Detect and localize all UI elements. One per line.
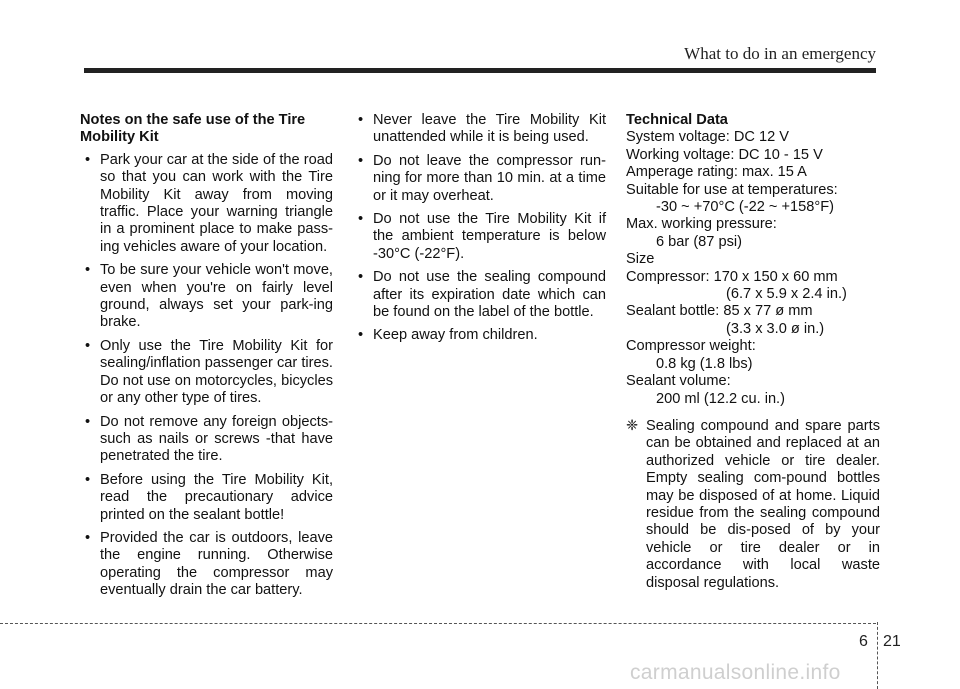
note-text: Sealing compound and spare parts can be obtained and replaced at an authorized vehicle or tire dealer. Empty sealing com-pound bottles may be disposed of at home. Liquid residue from the sealing compound should be dis-posed of by your vehicle or tire dealer or in accordance with local waste disposal regulations. [646, 417, 880, 591]
safety-notes-list [80, 152, 333, 600]
page-header-title: What to do in an emergency [684, 44, 876, 63]
list-item: • Park your car at the side of the road so that you can work with the Tire Mobility Kit away from moving traffic. Place your warning triangle in a prominent place to make pass-ing vehicles aware of your location. [80, 152, 333, 256]
safety-notes-list-continued [353, 112, 606, 345]
list-item: • Provided the car is outdoors, leave the engine running. Otherwise operating the compressor may eventually drain the car battery. [80, 530, 333, 600]
working-voltage: Working voltage: DC 10 - 15 V [626, 146, 823, 163]
sealant-volume-value: 200 ml (12.2 cu. in.) [656, 390, 785, 407]
column-safe-use-notes-continued [353, 112, 606, 351]
list-item: • Before using the Tire Mobility Kit, read the precautionary advice printed on the sealant bottle! [80, 472, 333, 524]
list-item: • Do not use the Tire Mobility Kit if the ambient temperature is below -30°C (-22°F). [353, 211, 606, 263]
compressor-weight-label: Compressor weight: [626, 338, 756, 355]
amperage-rating: Amperage rating: max. 15 A [626, 164, 807, 181]
list-item: • Only use the Tire Mobility Kit for sealing/inflation passenger car tires. Do not use on motorcycles, bicycles or any other type of tires. [80, 338, 333, 408]
page-number: 21 [883, 633, 901, 650]
list-item: • To be sure your vehicle won't move, even when you're on fairly level ground, always set your park-ing brake. [80, 262, 333, 332]
size-label: Size [626, 251, 655, 268]
list-item: • Do not remove any foreign objects- such as nails or screws -that have penetrated the tire. [80, 414, 333, 466]
column-technical-data [626, 112, 880, 592]
sealant-bottle-size-inches: (3.3 x 3.0 ø in.) [726, 320, 825, 337]
compressor-weight-value: 0.8 kg (1.8 lbs) [656, 355, 753, 372]
pressure-value: 6 bar (87 psi) [656, 233, 742, 250]
disposal-note [626, 418, 880, 592]
note-asterisk-icon: ❈ [626, 417, 639, 434]
footer-rule [0, 623, 876, 624]
pressure-label: Max. working pressure: [626, 216, 777, 233]
temperature-label: Suitable for use at temperatures: [626, 181, 838, 198]
list-item: • Keep away from children. [353, 327, 606, 344]
list-item: • Do not leave the compressor run-ning for more than 10 min. at a time or it may overheat. [353, 153, 606, 205]
chapter-number: 6 [859, 633, 868, 650]
sealant-bottle-size: Sealant bottle: 85 x 77 ø mm [626, 303, 813, 320]
watermark: carmanualsonline.info [630, 661, 841, 684]
footer-divider [877, 622, 878, 689]
temperature-value: -30 ~ +70°C (-22 ~ +158°F) [656, 199, 834, 216]
sealant-volume-label: Sealant volume: [626, 373, 731, 390]
system-voltage: System voltage: DC 12 V [626, 129, 790, 146]
header-rule [84, 68, 876, 73]
list-item: • Do not use the sealing compound after its expiration date which can be found on the label of the bottle. [353, 269, 606, 321]
column-safe-use-notes [80, 112, 333, 606]
compressor-size: Compressor: 170 x 150 x 60 mm [626, 268, 838, 285]
list-item: • Never leave the Tire Mobility Kit unattended while it is being used. [353, 112, 606, 147]
section-heading: Notes on the safe use of the Tire Mobility Kit [80, 112, 306, 146]
compressor-size-inches: (6.7 x 5.9 x 2.4 in.) [726, 286, 847, 303]
technical-data-heading: Technical Data [626, 112, 728, 128]
